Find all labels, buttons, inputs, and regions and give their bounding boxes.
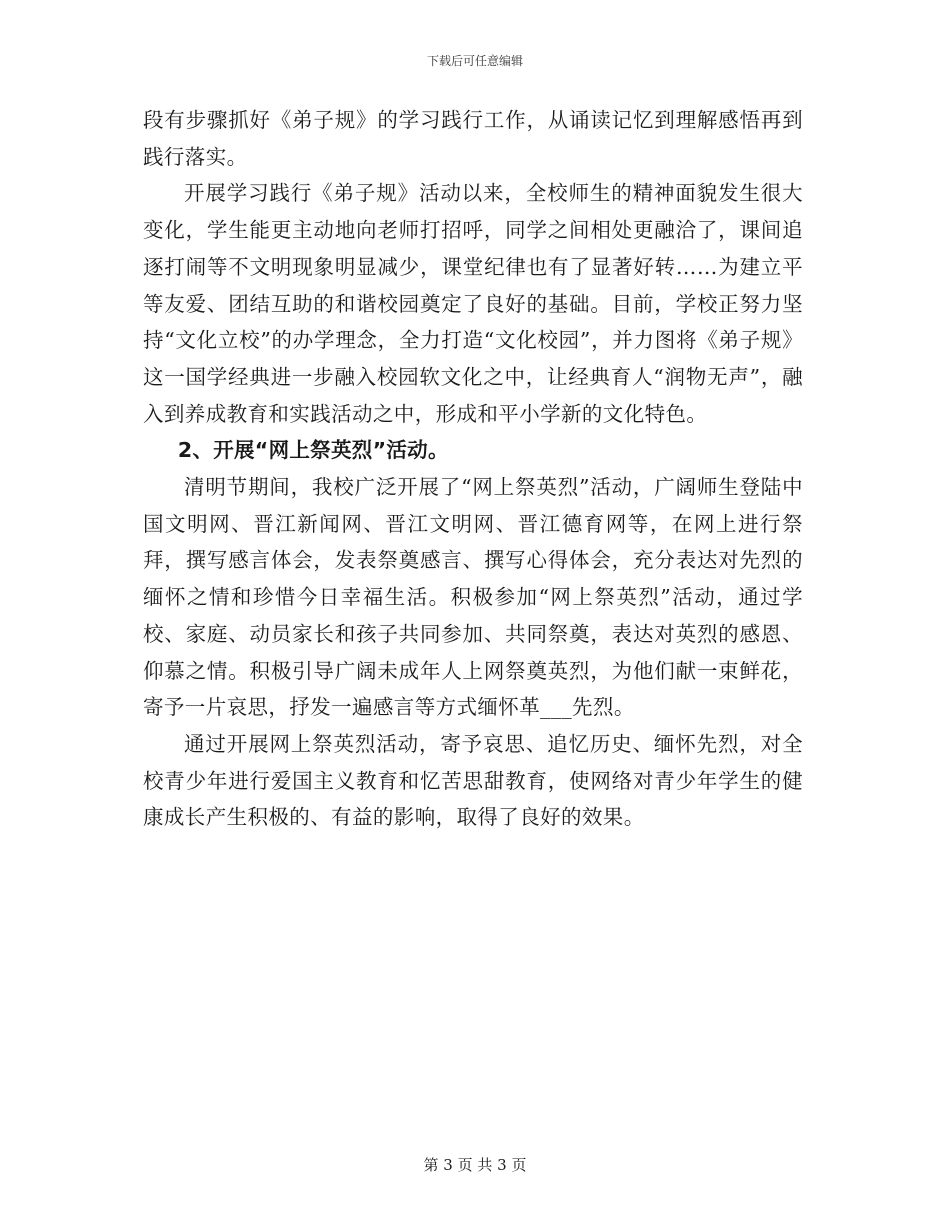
section-heading: 2、开展“网上祭英烈”活动。 (177, 438, 449, 463)
paragraph-conclusion: 通过开展网上祭英烈活动，寄予哀思、追忆历史、缅怀先烈，对全校青少年进行爱国主义教育和忆苦思甜教育，使网络对青少年学生的健康成长产生积极的、有益的影响，取得了良好的效果。 (143, 731, 803, 830)
header-note: 下载后可任意编辑 (426, 54, 523, 68)
paragraph-online-memorial: 清明节期间，我校广泛开展了“网上祭英烈”活动，广阔师生登陆中国文明网、晋江新闻网、晋江文明网、晋江德育网等，在网上进行祭拜，撰写感言体会，发表祭奠感言、撰写心得体会，充分表达对先烈的缅怀之情和珍惜今日幸福生活。积极参加“网上祭英烈”活动，通过学校、家庭、动员家长和孩子共同参加、共同祭奠，表达对英烈的感恩、仰慕之情。积极引导广阔未成年人上网祭奠英烈，为他们献一束鲜花，寄予一片哀思，抒发一遍感言等方式缅怀革___先烈。 (143, 475, 803, 720)
paragraph-dizigui-results: 开展学习践行《弟子规》活动以来，全校师生的精神面貌发生很大变化，学生能更主动地向老师打招呼，同学之间相处更融洽了，课间追逐打闹等不文明现象明显减少，课堂纪律也有了显著好转……为建立平等友爱、团结互助的和谐校园奠定了良好的基础。目前，学校正努力坚持“文化立校”的办学理念，全力打造“文化校园”，并力图将《弟子规》这一国学经典进一步融入校园软文化之中，让经典育人“润物无声”，融入到养成教育和实践活动之中，形成和平小学新的文化特色。 (143, 181, 803, 426)
page-number: 第 3 页 共 3 页 (423, 1156, 527, 1174)
document-body (143, 102, 803, 836)
paragraph-continuation: 段有步骤抓好《弟子规》的学习践行工作，从诵读记忆到理解感悟再到践行落实。 (143, 108, 803, 169)
